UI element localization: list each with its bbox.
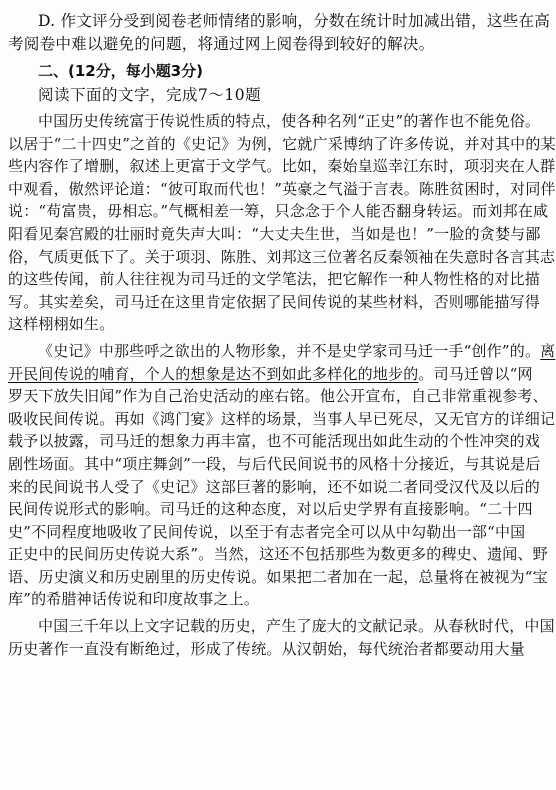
passage-line	[8, 340, 556, 363]
paragraph-1	[8, 110, 556, 336]
passage-line: 语、历史演义和历史剧里的历史传说。如果把二者加在一起，总量将在被视为“宝	[8, 567, 548, 586]
passage-line: 俗，气质更低下了。关于项羽、陈胜、刘邦这三位著名反秦领袖在失意时各言其志	[8, 247, 556, 266]
passage-line: 民间传说形式的影响。司马迁的这种态度，对以后史学界有直接影响。“二十四	[8, 500, 533, 519]
passage-line: 正史中的民间历史传说大系”。当然，这还不包括那些为数更多的稗史、遗闻、野	[8, 545, 548, 564]
passage-line: 这样栩栩如生。	[8, 315, 115, 334]
paragraph-2	[8, 340, 556, 611]
passage-line: 中国历史传统富于传说性质的特点，使各种名列“正史”的著作也不能免俗。	[38, 112, 541, 130]
passage-line: 吸收民间传说。再如《鸿门宴》这样的场景，当事人早已死尽，又无官方的详细记	[8, 409, 556, 428]
passage-text: 《史记》中那些呼之欲出的人物形象，并不是史学家司马迁一手“创作”的。	[38, 341, 541, 360]
passage-line: 说：“苟富贵，毋相忘。”气概相差一筹，只念念于个人能否翻身转运。而刘邦在咸	[8, 202, 549, 221]
passage-line: 载予以披露，司马迁的想象力再丰富，也不可能活现出如此生动的个性冲突的戏	[8, 432, 541, 451]
passage-line: 以居于“二十四史”之首的《史记》为例，它就广采博纳了许多传说，并对其中的某	[8, 134, 556, 153]
passage-line: 些内容作了增删，叙述上更富于文学气。比如，秦始皇巡幸江东时，项羽夹在人群	[8, 157, 556, 176]
passage-line: 来的民间说书人受了《史记》这部巨著的影响，还不如说二者同受汉代及以后的	[8, 477, 541, 496]
option-d-line-2: 考阅卷中难以避免的问题，将通过网上阅卷得到较好的解决。	[8, 35, 435, 53]
passage-line: 史”不同程度地吸收了民间传说，以至于有志者完全可以从中勾勒出一部“中国	[8, 522, 526, 541]
passage-line: 库”的希腊神话传说和印度故事之上。	[8, 590, 260, 609]
section-instruction: 阅读下面的文字，完成7～10题	[38, 86, 262, 104]
passage-line: 写。其实差矣，司马迁在这里肯定依据了民间传说的某些材料，否则哪能描写得	[8, 292, 541, 311]
passage-line	[8, 363, 536, 386]
passage-text: 。司马迁曾以“网	[418, 364, 533, 383]
option-d-line-1: D. 作文评分受到阅卷老师情绪的影响，分数在统计时加减出错，这些在高	[38, 12, 551, 30]
passage-line: 阳看见秦宫殿的壮丽时竟失声大叫：“大丈夫生世，当如是也！”一脸的贪婪与鄙	[8, 224, 541, 243]
passage-line: 中观看，傲然评论道：“彼可取而代也！”英豪之气溢于言表。陈胜贫困时，对同伴	[8, 179, 556, 198]
passage-line: 中国三千年以上文字记载的历史，产生了庞大的文献记录。从春秋时代，中国	[38, 617, 555, 636]
section-title: 二、(12分，每小题3分)	[38, 62, 204, 80]
underlined-text: 离	[540, 341, 556, 360]
option-d	[8, 10, 551, 56]
paragraph-3	[8, 615, 555, 660]
passage-line: 的这些传闻，前人往往视为司马迁的文学笔法，把它解作一种人物性格的对比描	[8, 270, 541, 289]
reading-passage	[8, 110, 556, 660]
passage-line: 罗天下放失旧闻”作为自己治史活动的座右铭。他公开宣布，自己非常重视参考、	[8, 387, 548, 406]
passage-line: 剧性场面。其中“项庄舞剑”一段，与后代民间说书的风格十分接近，与其说是后	[8, 454, 541, 473]
passage-line: 历史著作一直没有断绝过，形成了传统。从汉朝始，每代统治者都要动用大量	[8, 639, 525, 658]
underlined-text: 开民间传说的哺育，个人的想象是达不到如此多样化的地步的	[8, 364, 419, 383]
